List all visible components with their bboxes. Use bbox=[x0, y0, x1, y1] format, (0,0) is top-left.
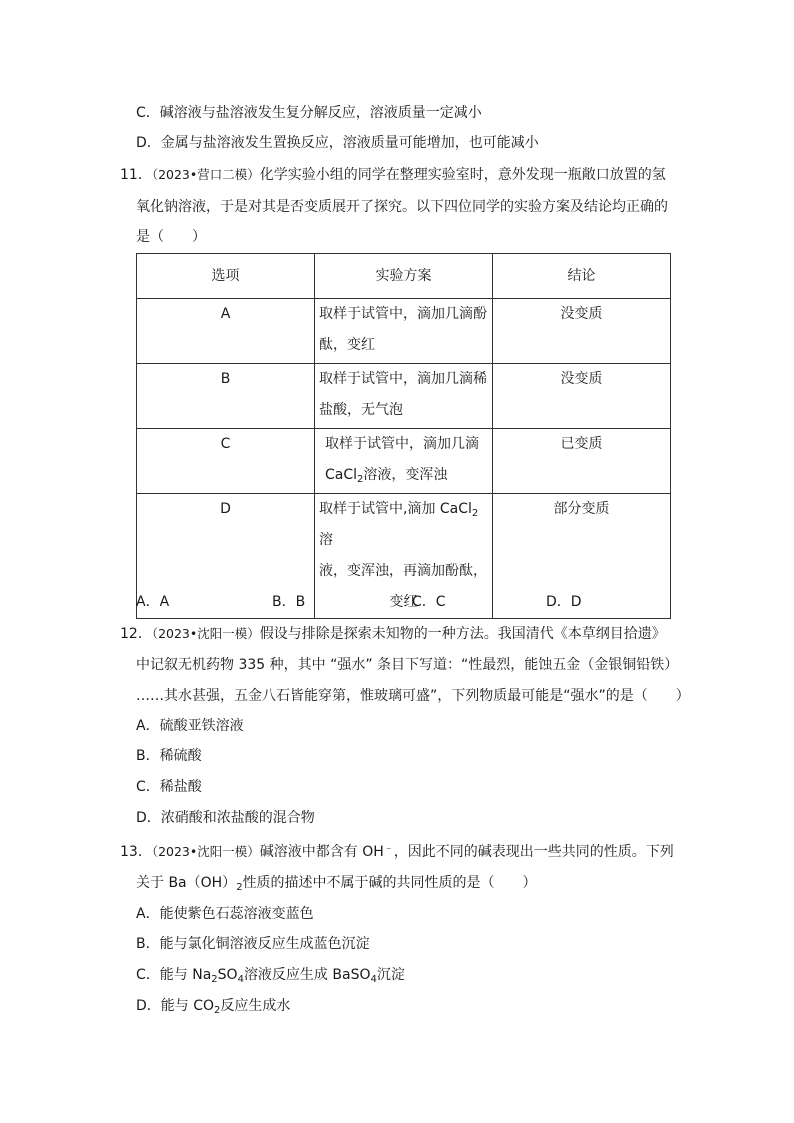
q12-stem-line1 bbox=[120, 624, 666, 644]
row-b-plan: 取样于试管中，滴加几滴稀 盐酸，无气泡 bbox=[315, 364, 493, 429]
row-d-option: D bbox=[137, 494, 315, 619]
q12-stem-line3: ……其水甚强，五金八石皆能穿第，惟玻璃可盛”，下列物质最可能是“强水”的是（ ） bbox=[136, 688, 690, 704]
q12-stem-line2: 中记叙无机药物 335 种，其中 “强水” 条目下写道：“性最烈，能蚀五金（金银铜铅铁） bbox=[136, 657, 679, 673]
row-c-conclusion: 已变质 bbox=[493, 429, 671, 494]
q13-option-a: A．能使紫色石蕊溶液变蓝色 bbox=[136, 906, 314, 922]
q11-stem-line1 bbox=[120, 165, 666, 185]
q13-source: （2023•沈阳一模） bbox=[151, 844, 260, 859]
q12-source: （2023•沈阳一模） bbox=[151, 626, 260, 641]
table-row bbox=[137, 364, 671, 429]
q13-number: 13． bbox=[120, 844, 152, 860]
row-d-conclusion: 部分变质 bbox=[493, 494, 671, 619]
q13-option-d: D．能与 $CO_2$反应生成水 bbox=[136, 998, 291, 1016]
q10-option-c: C．碱溶液与盐溶液发生复分解反应，溶液质量一定减小 bbox=[136, 105, 482, 121]
q13-option-c: C．能与 $Na_2SO_4$溶液反应生成 BaSO$_4$沉淀 bbox=[136, 967, 405, 985]
table-header-conclusion: 结论 bbox=[493, 254, 671, 299]
q12-option-a: A．硫酸亚铁溶液 bbox=[136, 718, 244, 734]
row-b-conclusion: 没变质 bbox=[493, 364, 671, 429]
table-header-option: 选项 bbox=[137, 254, 315, 299]
q12-option-c: C．稀盐酸 bbox=[136, 779, 202, 795]
q13-stem-line1: 13．（2023•沈阳一模）碱溶液中都含有 OH﹣，因此不同的碱表现出一些共同的性质。下列 bbox=[120, 843, 674, 860]
q12-text-1: 假设与排除是探索未知物的一种方法。我国清代《本草纲目拾遗》 bbox=[259, 626, 666, 642]
row-c-option: C bbox=[137, 429, 315, 494]
table-row bbox=[137, 494, 671, 619]
table-row bbox=[137, 429, 671, 494]
q11-answer-a: A．A bbox=[136, 594, 170, 610]
row-b-option: B bbox=[137, 364, 315, 429]
table-header-plan: 实验方案 bbox=[315, 254, 493, 299]
row-a-plan: 取样于试管中，滴加几滴酚 酞，变红 bbox=[315, 299, 493, 364]
q11-number: 11． bbox=[120, 167, 152, 183]
q12-option-b: B．稀硫酸 bbox=[136, 748, 202, 764]
q11-answer-d: D．D bbox=[546, 594, 582, 610]
q10-option-d: D．金属与盐溶液发生置换反应，溶液质量可能增加，也可能减小 bbox=[136, 135, 539, 151]
q11-answer-c: C．C bbox=[412, 594, 446, 610]
q12-number: 12． bbox=[120, 626, 152, 642]
q12-option-d: D．浓硝酸和浓盐酸的混合物 bbox=[136, 810, 315, 826]
q11-stem-line2: 氧化钠溶液，于是对其是否变质展开了探究。以下四位同学的实验方案及结论均正确的 bbox=[136, 199, 668, 215]
q13-option-b: B．能与氯化铜溶液反应生成蓝色沉淀 bbox=[136, 936, 370, 952]
q11-options-table bbox=[136, 253, 671, 619]
row-c-plan: 取样于试管中，滴加几滴 CaCl$_2$溶液，变浑浊 bbox=[315, 429, 493, 494]
row-a-option: A bbox=[137, 299, 315, 364]
q11-source: （2023•营口二模） bbox=[151, 167, 260, 182]
q13-stem-line2: 关于 $Ba(OH)_2$性质的描述中不属于碱的共同性质的是（ ） bbox=[136, 875, 537, 893]
q11-answer-b: B．B bbox=[272, 594, 306, 610]
table-row bbox=[137, 299, 671, 364]
q11-stem-line3: 是（ ） bbox=[136, 229, 206, 245]
row-d-plan: 取样于试管中,滴加 CaCl$_2$溶 液，变浑浊，再滴加酚酞， 变红 bbox=[315, 494, 493, 619]
row-a-conclusion: 没变质 bbox=[493, 299, 671, 364]
q11-text-1: 化学实验小组的同学在整理实验室时，意外发现一瓶敞口放置的氢 bbox=[259, 167, 666, 183]
